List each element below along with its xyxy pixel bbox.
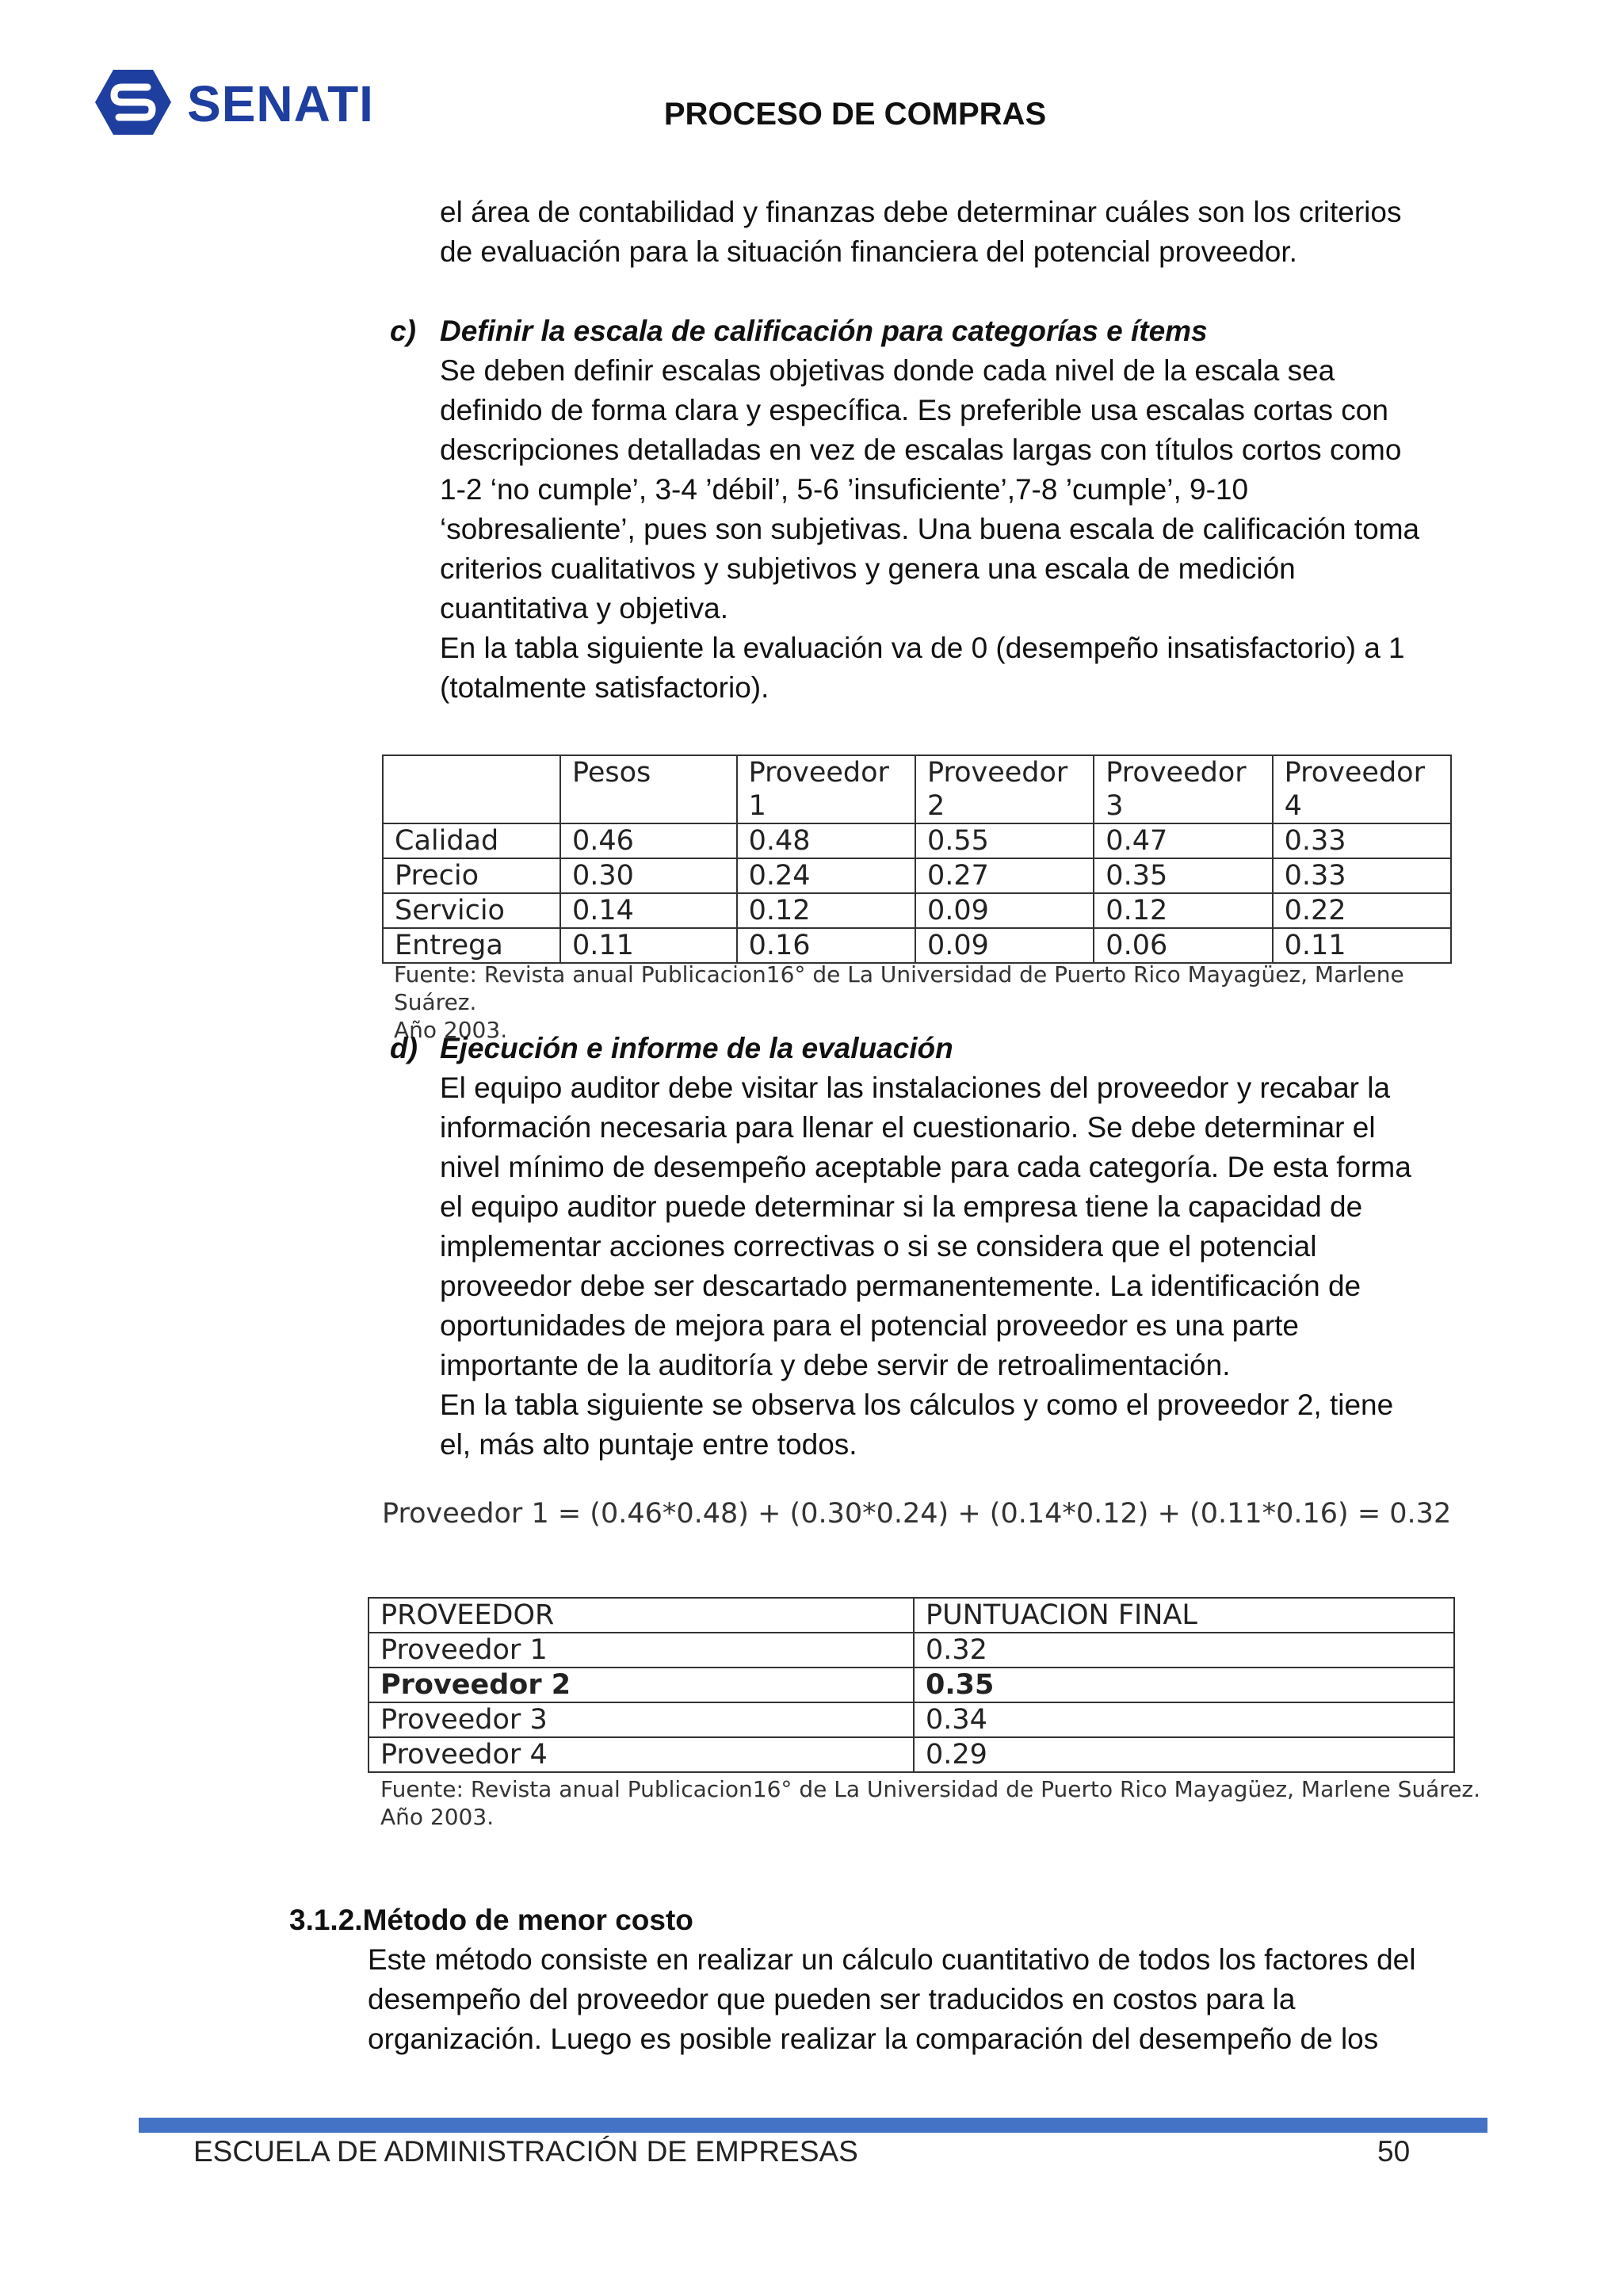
section-312-heading bbox=[289, 1901, 693, 1940]
table-cell bbox=[383, 755, 560, 823]
text-line: el equipo auditor puede determinar si la empresa tiene la capacidad de bbox=[440, 1190, 1363, 1223]
source-line: Año 2003. bbox=[380, 1804, 495, 1830]
table-row bbox=[369, 1702, 1454, 1737]
table-cell: 0.12 bbox=[1094, 893, 1272, 928]
text-line: 1-2 ‘no cumple’, 3-4 ’débil’, 5-6 ’insuficiente’,7-8 ’cumple’, 9-10 bbox=[440, 473, 1249, 506]
section-d-heading: Ejecución e informe de la evaluación bbox=[440, 1032, 953, 1064]
text-line: el, más alto puntaje entre todos. bbox=[440, 1428, 857, 1461]
text-line: ‘sobresaliente’, pues son subjetivas. Una buena escala de calificación toma bbox=[440, 513, 1420, 545]
text-line: proveedor debe ser descartado permanentemente. La identificación de bbox=[440, 1270, 1361, 1302]
table-row bbox=[383, 858, 1451, 893]
source-line: Año 2003. bbox=[394, 1017, 508, 1043]
section-312-paragraph bbox=[368, 1940, 1430, 2059]
text-line: definido de forma clara y específica. Es preferible usa escalas cortas con bbox=[440, 394, 1388, 426]
logo-text: SENATI bbox=[187, 75, 374, 132]
table-cell: PUNTUACION FINAL bbox=[914, 1598, 1454, 1633]
table-row bbox=[369, 1633, 1454, 1668]
table-cell: 0.32 bbox=[914, 1633, 1454, 1668]
table-cell: 0.34 bbox=[914, 1702, 1454, 1737]
text-line: descripciones detalladas en vez de escalas largas con títulos cortos como bbox=[440, 434, 1402, 466]
page-title: PROCESO DE COMPRAS bbox=[663, 97, 1047, 132]
table-header-row bbox=[369, 1598, 1454, 1633]
final-score-table bbox=[368, 1597, 1455, 1773]
section-d-letter: d) bbox=[390, 1032, 418, 1064]
table-cell: Proveedor 2 bbox=[369, 1668, 914, 1702]
table-cell: 0.35 bbox=[914, 1668, 1454, 1702]
table-row bbox=[369, 1737, 1454, 1772]
table-cell: 0.46 bbox=[560, 823, 737, 858]
table-row bbox=[383, 823, 1451, 858]
text-line: de evaluación para la situación financiera del potencial proveedor. bbox=[440, 235, 1297, 268]
table-cell: 0.12 bbox=[737, 893, 915, 928]
table-cell: Proveedor 2 bbox=[915, 755, 1094, 823]
table-cell: Servicio bbox=[383, 893, 560, 928]
table-cell: 0.24 bbox=[737, 858, 915, 893]
table-row bbox=[383, 928, 1451, 963]
footer-school: ESCUELA DE ADMINISTRACIÓN DE EMPRESAS bbox=[193, 2135, 858, 2168]
text-line: el área de contabilidad y finanzas debe determinar cuáles son los criterios bbox=[440, 196, 1402, 228]
table-row bbox=[383, 893, 1451, 928]
page-number: 50 bbox=[1377, 2135, 1411, 2168]
table-cell: 0.22 bbox=[1273, 893, 1451, 928]
table-cell: 0.33 bbox=[1273, 858, 1451, 893]
table-cell: 0.47 bbox=[1094, 823, 1272, 858]
source-line: Fuente: Revista anual Publicacion16° de La Universidad de Puerto Rico Mayagüez, Marlene Suárez. bbox=[380, 1776, 1481, 1802]
table-source-note bbox=[380, 1775, 1490, 1831]
table-row bbox=[369, 1668, 1454, 1702]
table-cell: 0.30 bbox=[560, 858, 737, 893]
table-cell: 0.09 bbox=[915, 893, 1094, 928]
table-cell: PROVEEDOR bbox=[369, 1598, 914, 1633]
table-cell: 0.11 bbox=[560, 928, 737, 963]
table-cell: 0.06 bbox=[1094, 928, 1272, 963]
footer-divider bbox=[139, 2118, 1487, 2133]
text-line: información necesaria para llenar el cuestionario. Se debe determinar el bbox=[440, 1111, 1376, 1144]
section-c-letter: c) bbox=[390, 315, 416, 347]
text-line: desempeño del proveedor que pueden ser traducidos en costos para la bbox=[368, 1983, 1296, 2015]
text-line: importante de la auditoría y debe servir de retroalimentación. bbox=[440, 1349, 1231, 1381]
table-cell: 0.14 bbox=[560, 893, 737, 928]
text-line: implementar acciones correctivas o si se considera que el potencial bbox=[440, 1230, 1317, 1263]
table-cell: Calidad bbox=[383, 823, 560, 858]
text-line: criterios cualitativos y subjetivos y genera una escala de medición bbox=[440, 552, 1296, 585]
table-cell: Proveedor 1 bbox=[369, 1633, 914, 1668]
weights-table bbox=[382, 755, 1452, 964]
text-line: Este método consiste en realizar un cálculo cuantitativo de todos los factores del bbox=[368, 1943, 1416, 1976]
formula-line: Proveedor 1 = (0.46*0.48) + (0.30*0.24) + (0.14*0.12) + (0.11*0.16) = 0.32 bbox=[382, 1498, 1452, 1530]
table-cell: 0.29 bbox=[914, 1737, 1454, 1772]
text-line: (totalmente satisfactorio). bbox=[440, 671, 769, 704]
text-line: En la tabla siguiente la evaluación va de 0 (desempeño insatisfactorio) a 1 bbox=[440, 632, 1405, 664]
table-cell: Proveedor 3 bbox=[369, 1702, 914, 1737]
table-cell: Proveedor 4 bbox=[1273, 755, 1451, 823]
section-c-paragraph bbox=[440, 351, 1430, 708]
text-line: Se deben definir escalas objetivas donde cada nivel de la escala sea bbox=[440, 354, 1335, 387]
text-line: oportunidades de mejora para el potencial proveedor es una parte bbox=[440, 1309, 1300, 1342]
section-d-paragraph bbox=[440, 1068, 1430, 1465]
intro-paragraph bbox=[440, 193, 1430, 272]
table-header-row bbox=[383, 755, 1451, 823]
table-cell: Proveedor 4 bbox=[369, 1737, 914, 1772]
table-cell: 0.55 bbox=[915, 823, 1094, 858]
table-cell: Proveedor 1 bbox=[737, 755, 915, 823]
table-cell: 0.09 bbox=[915, 928, 1094, 963]
text-line: organización. Luego es posible realizar la comparación del desempeño de los bbox=[368, 2023, 1379, 2055]
section-number: 3.1.2. bbox=[289, 1904, 363, 1936]
section-c-heading: Definir la escala de calificación para categorías e ítems bbox=[440, 315, 1208, 347]
section-title: Método de menor costo bbox=[362, 1904, 693, 1936]
table-cell: Pesos bbox=[560, 755, 737, 823]
table-cell: 0.27 bbox=[915, 858, 1094, 893]
text-line: cuantitativa y objetiva. bbox=[440, 592, 729, 625]
table-cell: 0.48 bbox=[737, 823, 915, 858]
text-line: En la tabla siguiente se observa los cálculos y como el proveedor 2, tiene bbox=[440, 1389, 1394, 1421]
table-cell: Entrega bbox=[383, 928, 560, 963]
text-line: El equipo auditor debe visitar las instalaciones del proveedor y recabar la bbox=[440, 1072, 1391, 1104]
table-cell: 0.33 bbox=[1273, 823, 1451, 858]
table-cell: Precio bbox=[383, 858, 560, 893]
table-cell: 0.11 bbox=[1273, 928, 1451, 963]
source-line: Fuente: Revista anual Publicacion16° de La Universidad de Puerto Rico Mayagüez, Marlene Suárez. bbox=[394, 961, 1404, 1015]
table-cell: 0.16 bbox=[737, 928, 915, 963]
text-line: nivel mínimo de desempeño aceptable para cada categoría. De esta forma bbox=[440, 1151, 1411, 1183]
table-cell: Proveedor 3 bbox=[1094, 755, 1272, 823]
table-cell: 0.35 bbox=[1094, 858, 1272, 893]
